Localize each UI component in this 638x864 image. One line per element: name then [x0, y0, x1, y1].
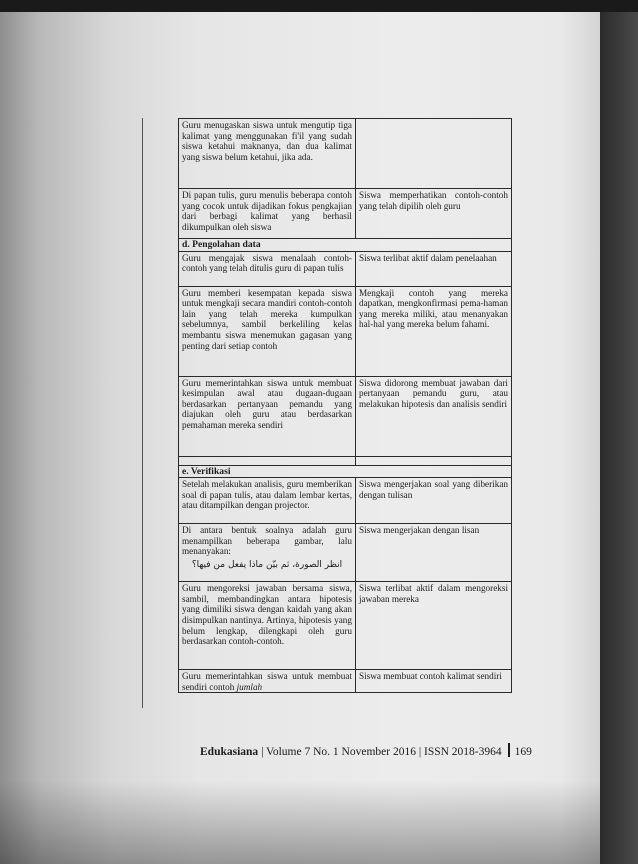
- table-row: [179, 286, 512, 376]
- table-row: [179, 251, 512, 286]
- teacher-activity-cell: Guru memerintahkan siswa untuk membuat kesimpulan awal atau dugaan-dugaan berdasarkan pertanyaan pemandu yang diajukan oleh guru atau berdasarkan pemahaman mereka sendiri: [179, 376, 356, 456]
- teacher-activity-cell: Guru mengajak siswa menalaah contoh-contoh yang telah ditulis guru di papan tulis: [179, 251, 356, 286]
- table-row: [179, 670, 512, 693]
- section-heading-row: [179, 465, 512, 478]
- section-heading-row: [179, 239, 512, 252]
- journal-name: Edukasiana: [200, 746, 259, 758]
- teacher-activity-cell: Guru mengoreksi jawaban bersama siswa, sambil, membandingkan antara hipotesis yang dimiliki siswa dengan kaidah yang akan disimpulkan nantinya. Artinya, hipotesis yang belum lengkap, dilengkapi oleh guru berdasarkan contoh-contoh.: [179, 582, 356, 670]
- empty-cell: [179, 456, 356, 465]
- spacer-row: [179, 456, 512, 465]
- table-row: [179, 582, 512, 670]
- section-heading-e: e. Verifikasi: [179, 465, 512, 478]
- table-row: [179, 524, 512, 582]
- teacher-activity-text: Guru memerintahkan siswa untuk membuat sendiri contoh: [182, 671, 352, 692]
- student-activity-cell: Siswa terlibat aktif dalam penelaahan: [356, 251, 512, 286]
- table-row: [179, 376, 512, 456]
- student-activity-cell: Siswa membuat contoh kalimat sendiri: [356, 670, 512, 693]
- margin-rule: [142, 118, 143, 708]
- scan-bottom-shadow: [0, 780, 600, 864]
- arabic-question: انظر الصورة، ثم بيّن ماذا يفعل من فيها؟: [191, 559, 343, 570]
- student-activity-cell: Mengkaji contoh yang mereka dapatkan, mengkonfirmasi pema-haman yang mereka miliki, atau menanyakan hal-hal yang mereka belum fahami.: [356, 286, 512, 376]
- teacher-activity-cell: Guru memberi kesempatan kepada siswa untuk mengkaji secara mandiri contoh-contoh lain yang telah mereka kumpulkan sebelumnya, sambil berkeliling kelas membantu siswa menemukan gagasan yang penting dari setiap contoh: [179, 286, 356, 376]
- table-row: [179, 189, 512, 239]
- table-row: [179, 478, 512, 524]
- teacher-activity-cell: [179, 524, 356, 582]
- italic-term: jumlah: [236, 681, 263, 692]
- journal-details: | Volume 7 No. 1 November 2016 | ISSN 2018-3964: [258, 746, 502, 758]
- student-activity-cell: Siswa terlibat aktif dalam mengoreksi jawaban mereka: [356, 582, 512, 670]
- student-activity-cell: Siswa memperhatikan contoh-contoh yang telah dipilih oleh guru: [356, 189, 512, 239]
- empty-cell: [356, 456, 512, 465]
- student-activity-cell: [356, 119, 512, 189]
- page-footer: [200, 743, 532, 758]
- teacher-activity-cell: Setelah melakukan analisis, guru memberikan soal di papan tulis, atau dalam lembar kertas, atau ditampilkan dengan projector.: [179, 478, 356, 524]
- student-activity-cell: Siswa didorong membuat jawaban dari pertanyaan pemandu guru, atau melakukan hipotesis dan analisis sendiri: [356, 376, 512, 456]
- student-activity-cell: Siswa mengerjakan soal yang diberikan dengan tulisan: [356, 478, 512, 524]
- lesson-steps-table: [178, 118, 512, 693]
- teacher-activity-text: Di antara bentuk soalnya adalah guru menampilkan beberapa gambar, lalu menanyakan:: [182, 525, 352, 557]
- student-activity-cell: Siswa mengerjakan dengan lisan: [356, 524, 512, 582]
- teacher-activity-cell: Di papan tulis, guru menulis beberapa contoh yang cocok untuk dijadikan fokus pengkajian dari berbagi kalimat yang berhasil dikumpulkan oleh siswa: [179, 189, 356, 239]
- teacher-activity-cell: [179, 670, 356, 693]
- section-heading-d: d. Pengolahan data: [179, 239, 512, 252]
- teacher-activity-cell: Guru menugaskan siswa untuk mengutip tiga kalimat yang menggunakan fi'il yang sudah siswa ketahui maknanya, dan dua kalimat yang siswa belum ketahui, jika ada.: [179, 119, 356, 189]
- footer-divider: [508, 743, 510, 757]
- page-number: 169: [514, 746, 532, 758]
- table-row: [179, 119, 512, 189]
- book-spine-shadow: [600, 12, 638, 864]
